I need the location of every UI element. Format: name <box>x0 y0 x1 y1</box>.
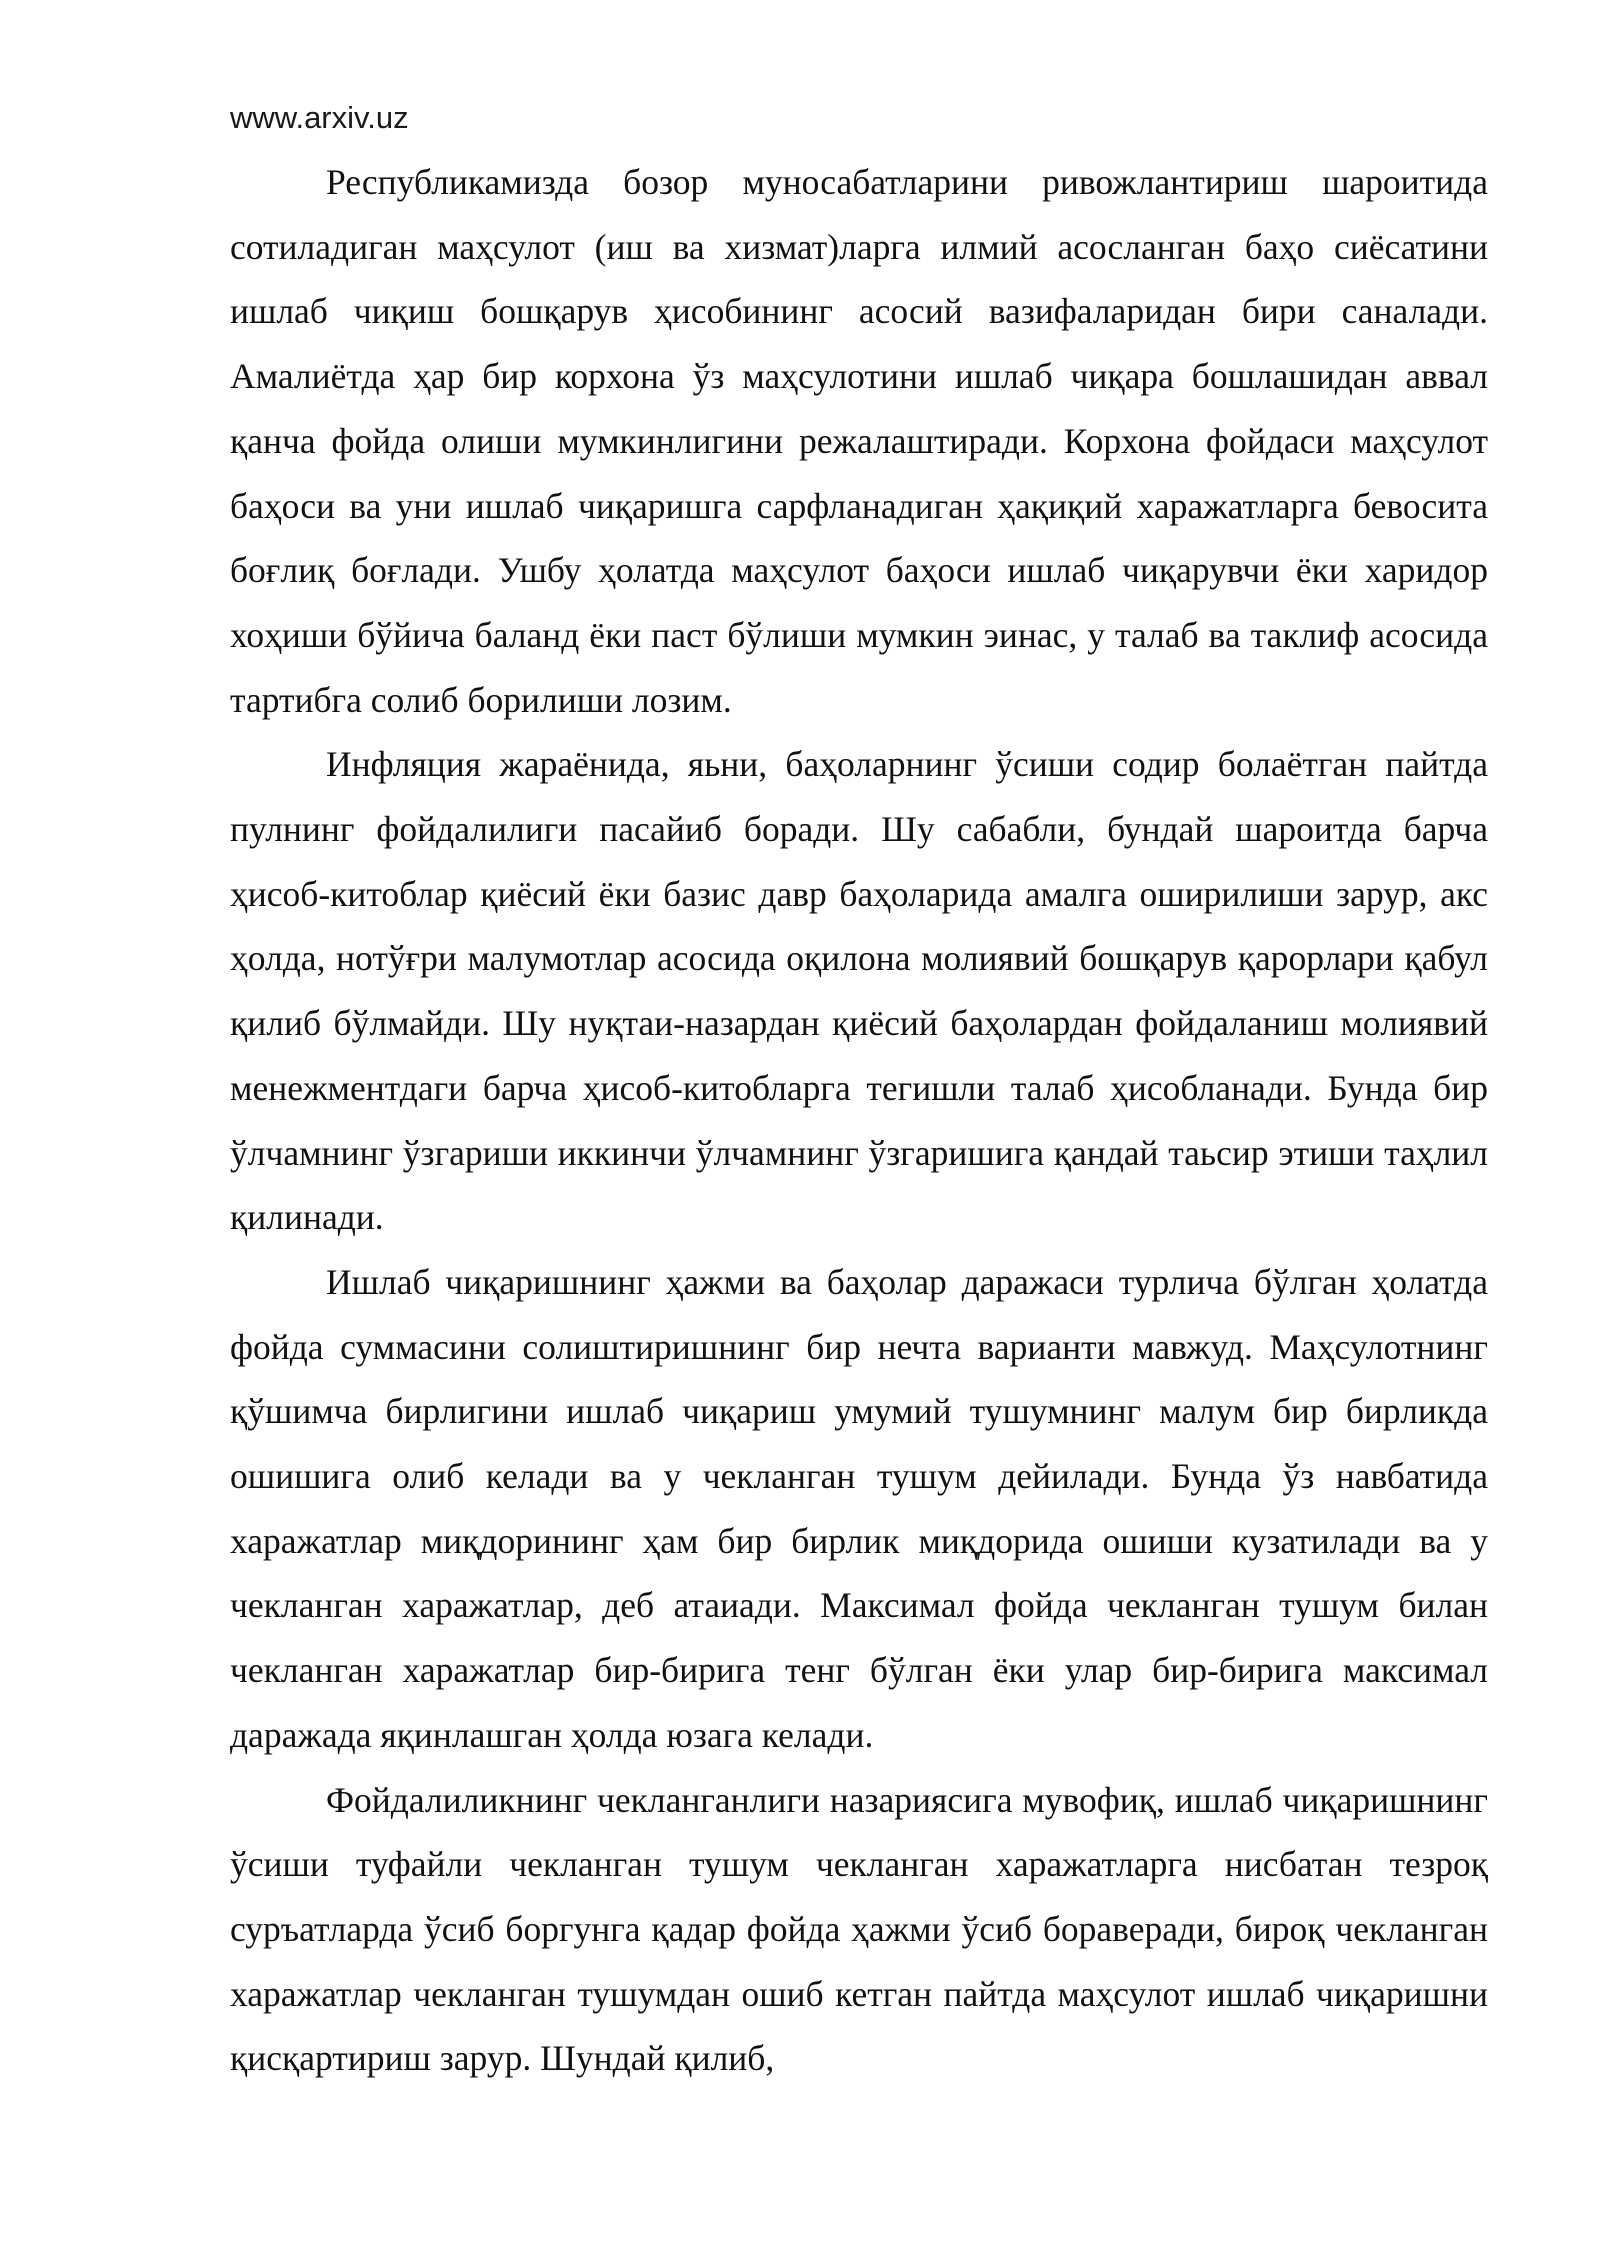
paragraph-marginal-revenue: Ишлаб чиқаришнинг ҳажми ва баҳолар даражаси турлича бўлган ҳолатда фойда суммасини солиштиришнинг бир нечта варианти мавжуд. Маҳсулотнинг қўшимча бирлигини ишлаб чиқариш умумий тушумнинг малум бир бирликда ошишига олиб келади ва у чекланган тушум дейилади. Бунда ўз навбатида харажатлар миқдорининг ҳам бир бирлик миқдорида ошиши кузатилади ва у чекланган харажатлар, деб атаиади. Максимал фойда чекланган тушум билан чекланган харажатлар бир-бирига тенг бўлган ёки улар бир-бирига максимал даражада яқинлашган ҳолда юзага келади. <box>230 1261 1488 1755</box>
site-url-header: www.arxiv.uz <box>230 100 409 135</box>
paragraph-marginal-utility: Фойдалиликнинг чекланганлиги назариясига мувофиқ, ишлаб чиқаришнинг ўсиши туфайли чекланган тушум чекланган харажатларга нисбатан тезроқ суръатларда ўсиб боргунга қадар фойда ҳажми ўсиб бораверади, бироқ чекланган харажатлар чекланган тушумдан ошиб кетган пайтда маҳсулот ишлаб чиқаришни қисқартириш зарур. Шундай қилиб, <box>230 1779 1488 2079</box>
paragraph-pricing-policy: Республикамизда бозор муносабатларини ривожлантириш шароитида сотиладиган маҳсулот (иш ва хизмат)ларга илмий асосланган баҳо сиёсатини ишлаб чиқиш бошқарув ҳисобининг асосий вазифаларидан бири саналади. Амалиётда ҳар бир корхона ўз маҳсулотини ишлаб чиқара бошлашидан аввал қанча фойда олиши мумкинлигини режалаштиради. Корхона фойдаси маҳсулот баҳоси ва уни ишлаб чиқаришга сарфланадиган ҳақиқий харажатларга бевосита боғлиқ боғлади. Ушбу ҳолатда маҳсулот баҳоси ишлаб чиқарувчи ёки харидор хоҳиши бўйича баланд ёки паст бўлиши мумкин эинас, у талаб ва таклиф асосида тартибга солиб борилиши лозим. <box>230 162 1488 720</box>
paragraph-inflation: Инфляция жараёнида, яьни, баҳоларнинг ўсиши содир болаётган пайтда пулнинг фойдалилиги пасайиб боради. Шу сабабли, бундай шароитда барча ҳисоб-китоблар қиёсий ёки базис давр баҳоларида амалга оширилиши зарур, акс ҳолда, нотўғри малумотлар асосида оқилона молиявий бошқарув қарорлари қабул қилиб бўлмайди. Шу нуқтаи-назардан қиёсий баҳолардан фойдаланиш молиявий менежментдаги барча ҳисоб-китобларга тегишли талаб ҳисобланади. Бунда бир ўлчамнинг ўзгариши иккинчи ўлчамнинг ўзгаришига қандай таьсир этиши таҳлил қилинади. <box>230 744 1488 1238</box>
document-body <box>230 150 1488 2091</box>
